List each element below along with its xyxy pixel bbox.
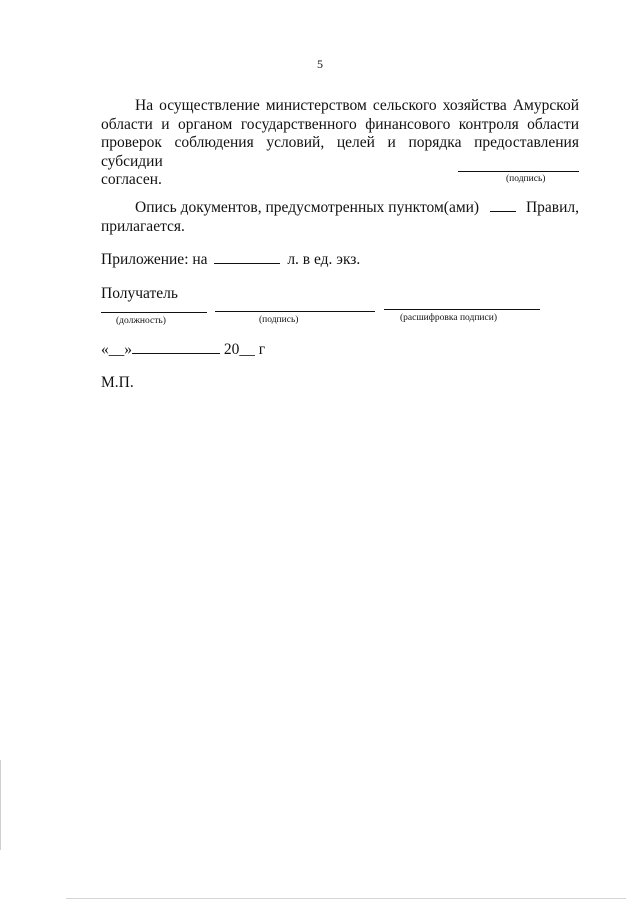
recipient-label: Получатель (101, 285, 178, 302)
date-line (101, 341, 265, 359)
recipient-decoding-caption: (расшифровка подписи) (400, 313, 497, 323)
page-number: 5 (317, 57, 323, 71)
attachment-prefix: Приложение: на (101, 251, 208, 268)
recipient-signature-caption: (подпись) (259, 315, 299, 325)
scan-edge-left (0, 760, 1, 850)
inventory-line-1 (101, 199, 579, 218)
inventory-text-after: Правил, (525, 199, 579, 216)
attachment-line (101, 251, 360, 269)
attachment-suffix: л. в ед. экз. (287, 251, 361, 268)
consent-line-3: проверок соблюдения условий, целей и порядка предоставления субсидии (101, 134, 579, 170)
recipient-decoding-line (384, 309, 540, 310)
consent-signature-caption: (подпись) (506, 174, 546, 184)
date-month-blank (132, 341, 220, 354)
attachment-pages-blank (214, 251, 280, 264)
inventory-line-2: прилагается. (101, 217, 185, 235)
stamp-label: М.П. (101, 374, 134, 391)
consent-signature-line (458, 171, 579, 172)
date-year-suffix: г (258, 341, 266, 358)
recipient-position-line (101, 312, 207, 313)
consent-line-1: На осуществление министерством сельского хозяйства Амурской (135, 97, 579, 114)
consent-line-4: согласен. (101, 171, 162, 188)
recipient-position-caption: (должность) (116, 316, 166, 326)
date-day-blank: __ (108, 341, 125, 358)
inventory-paragraph (101, 199, 579, 236)
inventory-blank (490, 199, 516, 212)
date-open-quote: « (101, 341, 109, 358)
recipient-signature-line (215, 311, 375, 312)
inventory-text-before: Опись документов, предусмотренных пунктом(ами) (135, 199, 480, 216)
consent-line-2: области и органом государственного финансового контроля области (101, 115, 579, 133)
scan-edge-bottom (66, 898, 626, 899)
date-year-prefix: 20 (223, 341, 240, 358)
date-close-quote: » (124, 341, 132, 358)
date-year-blank: __ (239, 341, 255, 358)
